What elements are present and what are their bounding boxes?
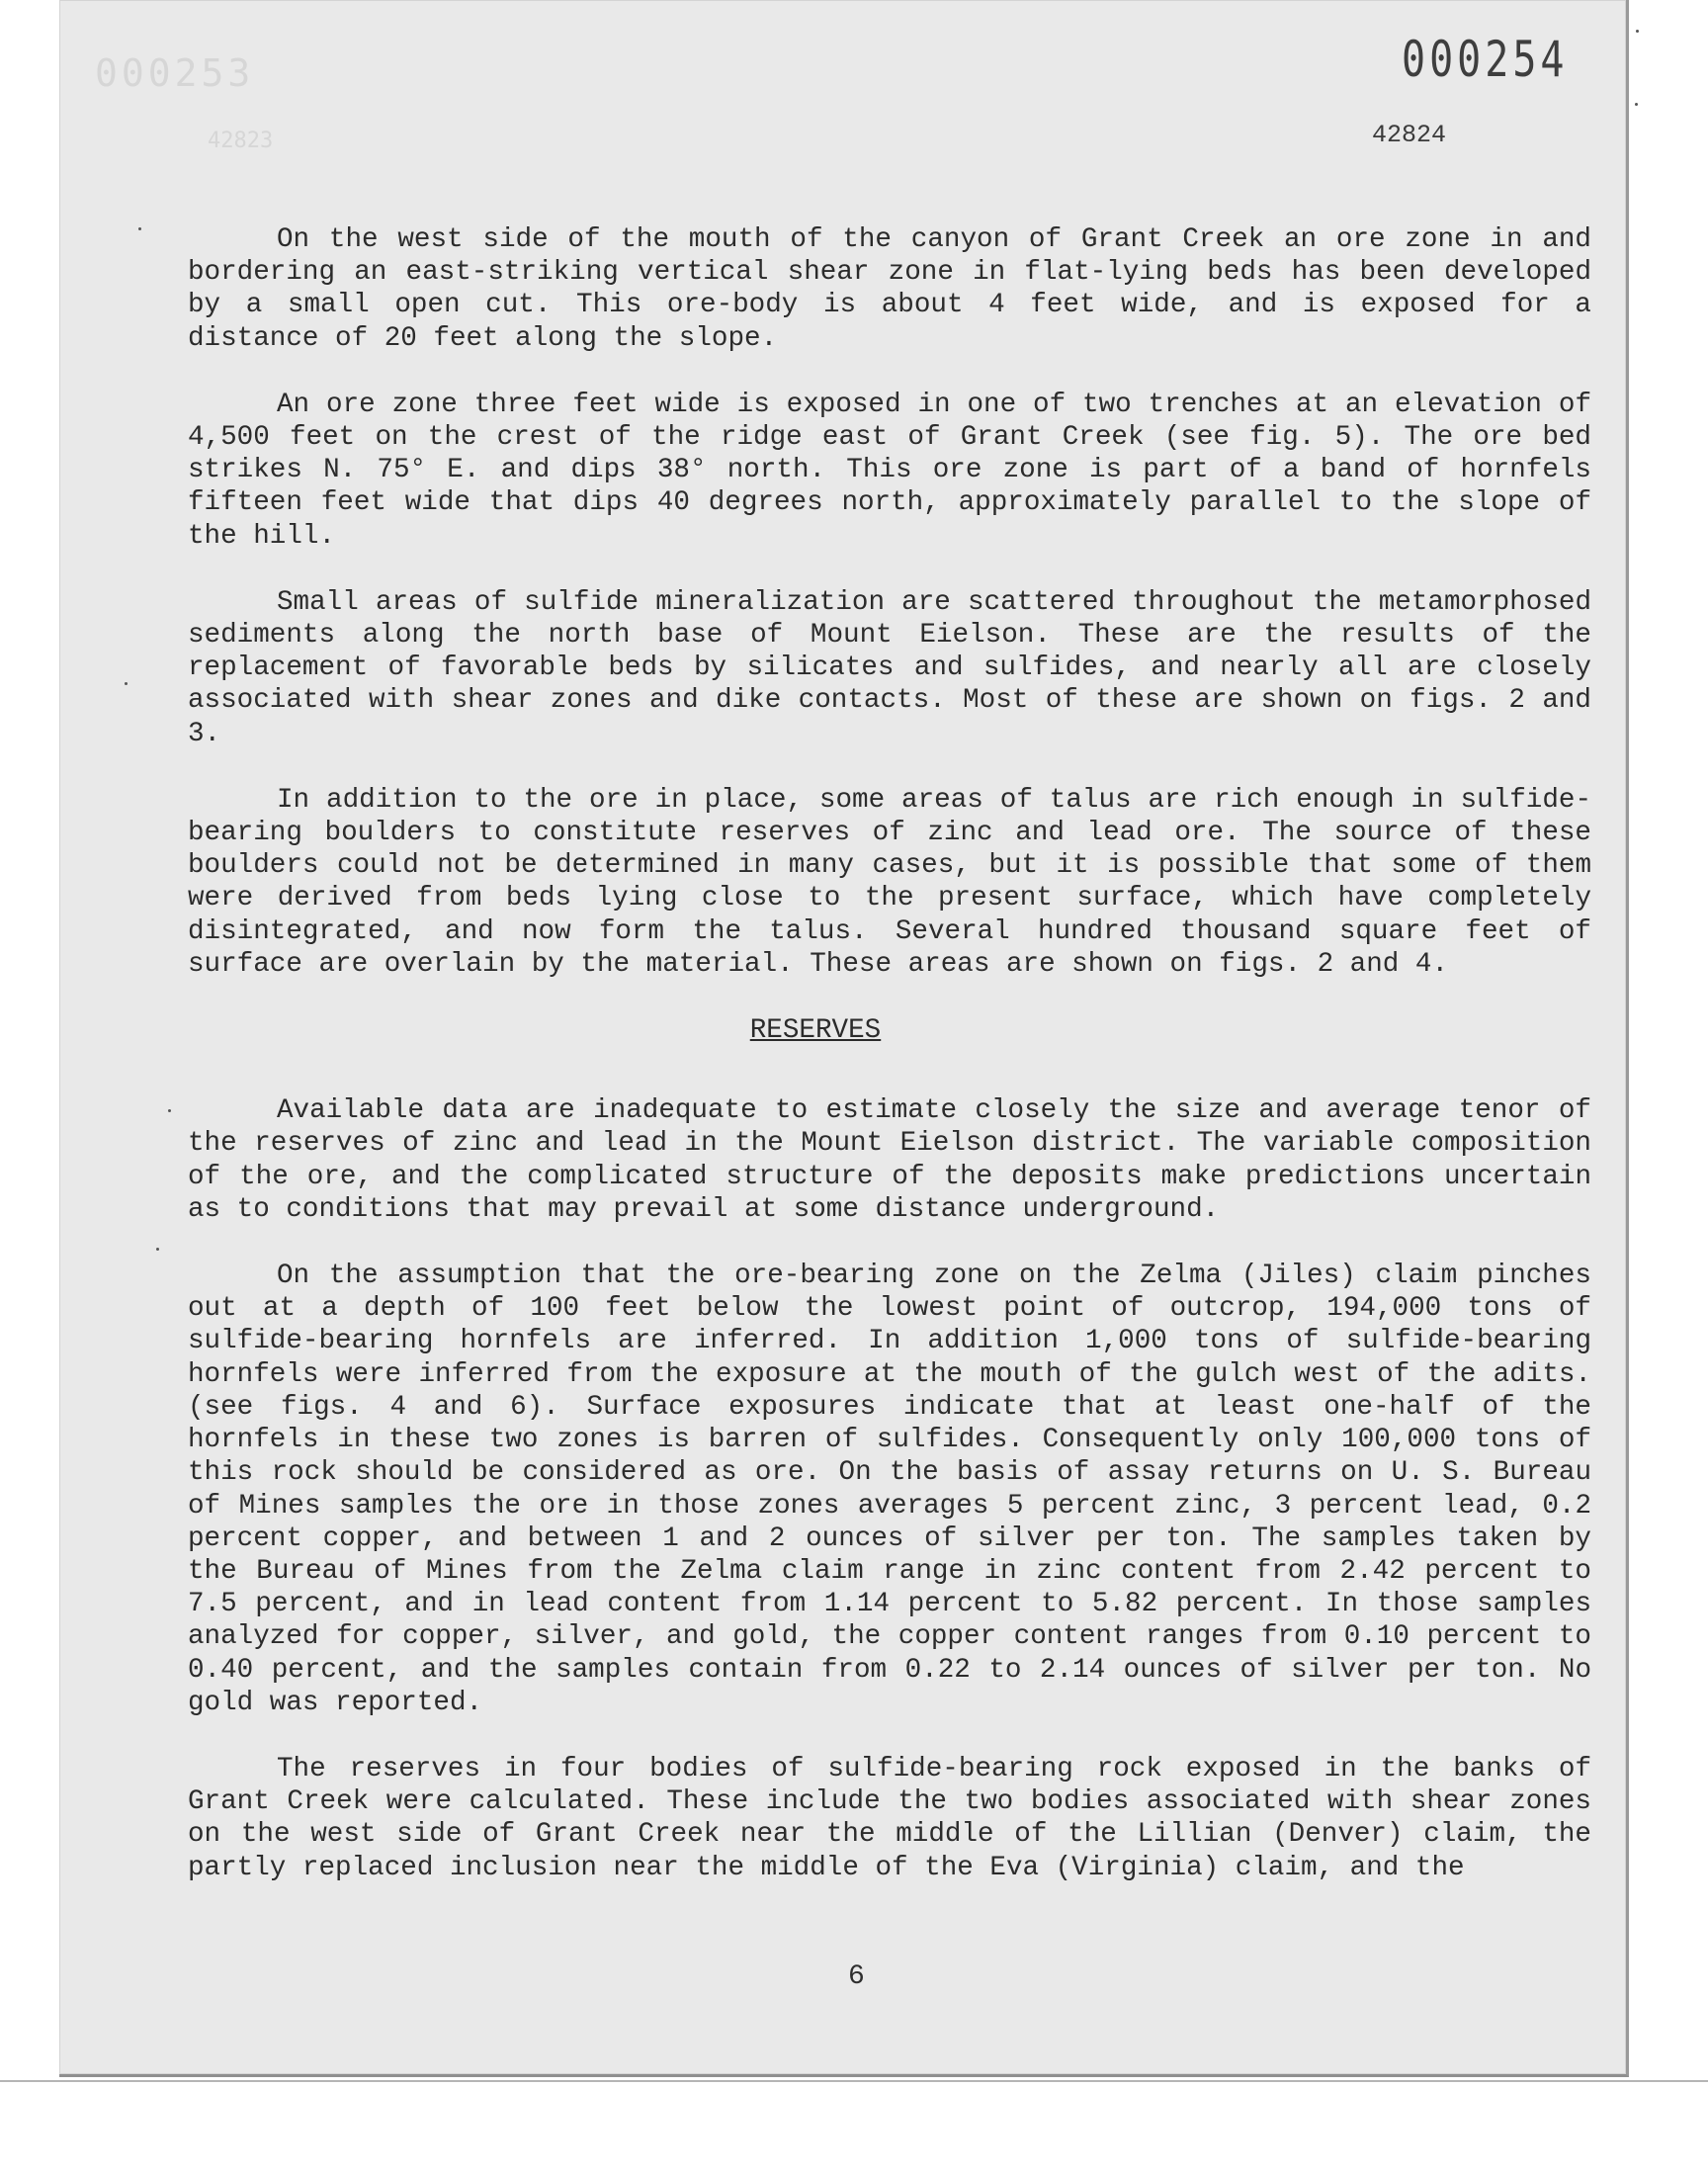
paragraph-sulfide-mineralization: Small areas of sulfide mineralization are scattered throughout the metamorphosed sediments along the north base of Mount Eielson. These are the results of the replacement of favorable beds by silicates and sulfides, and nearly all are closely associated with shear zones and dike contacts. Most of these are shown on figs. 2 and 3. (188, 586, 1591, 749)
section-heading-reserves: RESERVES (749, 1015, 882, 1047)
paragraph-zelma-claim-assumption: On the assumption that the ore-bearing zone on the Zelma (Jiles) claim pinches out at a depth of 100 feet below the lowest point of outcrop, 194,000 tons of sulfide-bearing hornfels are inferred. In addition 1,000 tons of sulfide-bearing hornfels were inferred from the exposure at the mouth of the gulch west of the adits. (see figs. 4 and 6). Surface exposures indicate that at least one-half of the hornfels in these two zones is barren of sulfides. Consequently only 100,000 tons of this rock should be considered as ore. On the basis of assay returns on U. S. Bureau of Mines samples the ore in those zones averages 5 percent zinc, 3 percent lead, 0.2 percent copper, and between 1 and 2 ounces of silver per ton. The samples taken by the Bureau of Mines from the Zelma claim range in zinc content from 2.42 percent to 7.5 percent, and in lead content from 1.14 percent to 5.82 percent. In those samples analyzed for copper, silver, and gold, the copper content ranges from 0.10 percent to 0.40 percent, and the samples contain from 0.22 to 2.14 ounces of silver per ton. No gold was reported. (188, 1261, 1591, 1718)
paragraph-available-data: Available data are inadequate to estimate closely the size and average tenor of the reserves of zinc and lead in the Mount Eielson district. The variable composition of the ore, and the complicated structure of the deposits make predictions uncertain as to conditions that may prevail at some distance underground. (188, 1095, 1591, 1225)
bleed-through-stamp: 000253 (95, 51, 255, 95)
bleed-through-ref: 42823 (208, 129, 274, 153)
scan-speck (156, 1248, 159, 1251)
scan-speck (1636, 30, 1639, 33)
paragraph-grant-creek-reserves: The reserves in four bodies of sulfide-bearing rock exposed in the banks of Grant Creek were calculated. These include the two bodies associated with shear zones on the west side of Grant Creek near the middle of the Lillian (Denver) claim, the partly replaced inclusion near the middle of the Eva (Virginia) claim, and the (188, 1753, 1591, 1883)
paragraph-talus-reserves: In addition to the ore in place, some areas of talus are rich enough in sulfide-bearing boulders to constitute reserves of zinc and lead ore. The source of these boulders could not be determined in many cases, but it is possible that some of them were derived from beds lying close to the present surface, which have completely disintegrated, and now form the talus. Several hundred thousand square feet of surface are overlain by the material. These areas are shown on figs. 2 and 4. (188, 784, 1591, 980)
paragraph-ridge-trench-ore-zone: An ore zone three feet wide is exposed in one of two trenches at an elevation of 4,500 feet on the crest of the ridge east of Grant Creek (see fig. 5). The ore bed strikes N. 75° E. and dips 38° north. This ore zone is part of a band of hornfels fifteen feet wide that dips 40 degrees north, approximately parallel to the slope of the hill. (188, 389, 1591, 552)
paragraph-grant-creek-ore-zone: On the west side of the mouth of the canyon of Grant Creek an ore zone in and bordering an east-striking vertical shear zone in flat-lying beds has been developed by a small open cut. This ore-body is about 4 feet wide, and is exposed for a distance of 20 feet along the slope. (188, 224, 1591, 354)
reference-number: 42824 (1372, 121, 1447, 149)
scan-speck (125, 682, 128, 685)
scan-speck (168, 1109, 171, 1112)
scan-bottom-edge (0, 2080, 1708, 2082)
scan-speck (138, 227, 141, 230)
document-number-stamp: 000254 (1402, 32, 1569, 89)
document-body (188, 223, 1591, 1918)
page-number: 6 (848, 1961, 865, 1992)
scan-speck (1635, 103, 1638, 106)
